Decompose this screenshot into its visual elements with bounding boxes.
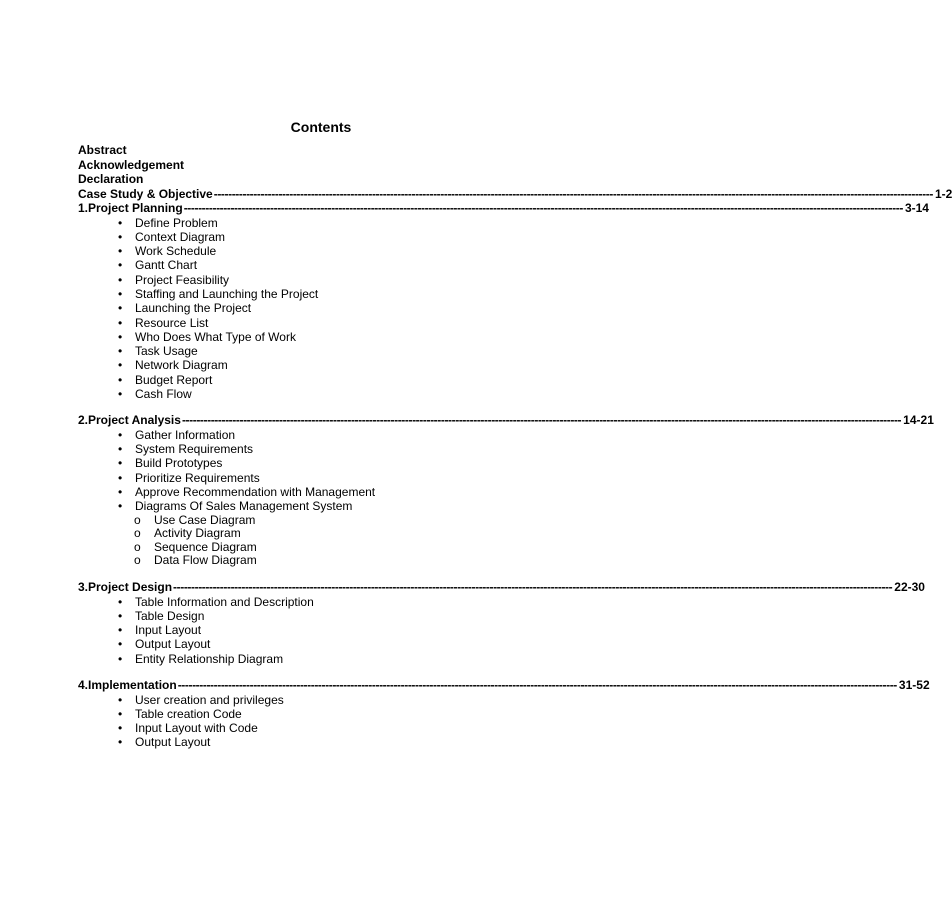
toc-list-item <box>78 623 558 637</box>
toc-list-item <box>78 287 558 301</box>
toc-item-text: Context Diagram <box>135 229 226 244</box>
toc-item-text: Build Prototypes <box>135 456 223 471</box>
toc-list-item <box>78 244 558 258</box>
toc-item-text: Entity Relationship Diagram <box>135 651 284 666</box>
bullet-icon: • <box>118 651 123 666</box>
toc-list-item <box>78 344 558 358</box>
toc-item-list <box>78 428 558 568</box>
dot-leader: -------------------------------------------------------------------------------------------------------------------------------------------------------------------------------------------------------- <box>173 580 893 595</box>
bullet-icon: • <box>118 485 123 500</box>
toc-section <box>78 678 930 750</box>
toc-list-item <box>78 216 558 230</box>
toc-section <box>78 413 934 568</box>
front-matter <box>78 143 952 201</box>
toc-list-item <box>78 499 558 513</box>
contents-title: Contents <box>290 119 352 135</box>
toc-section <box>78 201 929 402</box>
toc-list-item <box>78 387 558 401</box>
toc-item-text: Launching the Project <box>135 301 252 316</box>
bullet-icon: • <box>118 344 123 359</box>
dot-leader: -------------------------------------------------------------------------------------------------------------------------------------------------------------------------------------------------------- <box>177 678 897 692</box>
toc-list-item <box>78 258 558 272</box>
toc-list-item <box>78 693 558 707</box>
toc-list-item <box>78 428 558 442</box>
toc-section-heading <box>78 413 934 428</box>
bullet-icon: • <box>118 623 123 638</box>
toc-sub-item-text: Sequence Diagram <box>154 539 257 554</box>
toc-list-item <box>78 273 558 287</box>
toc-item-text: Table creation Code <box>135 706 242 721</box>
toc-list-item <box>78 707 558 721</box>
toc-list-item <box>78 485 558 499</box>
toc-item-text: Who Does What Type of Work <box>135 329 296 344</box>
toc-item-text: Input Layout with Code <box>135 721 258 736</box>
toc-section <box>78 580 925 666</box>
toc-list-item <box>78 316 558 330</box>
toc-list-item <box>78 301 558 315</box>
bullet-icon: • <box>118 594 123 609</box>
toc-sub-item-text: Use Case Diagram <box>154 512 256 527</box>
toc-item-text: Work Schedule <box>135 244 217 259</box>
toc-item-text: Staffing and Launching the Project <box>135 286 319 301</box>
toc-subitem-list <box>78 514 558 568</box>
toc-sections <box>78 201 934 750</box>
toc-item-text: Table Information and Description <box>135 594 314 609</box>
bullet-icon: • <box>118 358 123 373</box>
toc-entry-case-study <box>78 186 952 202</box>
bullet-icon: • <box>118 608 123 623</box>
toc-section-heading <box>78 580 925 595</box>
toc-list-item <box>78 358 558 372</box>
toc-list-item <box>78 373 558 387</box>
toc-item-text: Table Design <box>135 608 205 623</box>
bullet-icon: • <box>118 706 123 721</box>
toc-item-text: Gantt Chart <box>135 258 198 273</box>
toc-item-text: Project Feasibility <box>135 272 230 287</box>
bullet-icon: • <box>118 315 123 330</box>
toc-item-text: Diagrams Of Sales Management System <box>135 499 353 514</box>
toc-sub-item <box>78 541 558 555</box>
toc-list-item <box>78 456 558 470</box>
hollow-bullet-icon: o <box>134 526 141 541</box>
toc-section-pages: 31-52 <box>898 678 930 692</box>
toc-entry-acknowledgement: Acknowledgement <box>78 157 185 172</box>
toc-list-item <box>78 471 558 485</box>
bullet-icon: • <box>118 456 123 471</box>
toc-item-text: Resource List <box>135 315 209 330</box>
toc-item-list <box>78 693 558 750</box>
toc-list-item <box>78 609 558 623</box>
bullet-icon: • <box>118 372 123 387</box>
toc-section-heading <box>78 201 929 216</box>
bullet-icon: • <box>118 427 123 442</box>
bullet-icon: • <box>118 272 123 287</box>
bullet-icon: • <box>118 258 123 273</box>
hollow-bullet-icon: o <box>134 539 141 554</box>
dot-leader: -------------------------------------------------------------------------------------------------------------------------------------------------------------------------------------------------------- <box>183 201 903 215</box>
bullet-icon: • <box>118 244 123 259</box>
bullet-icon: • <box>118 329 123 344</box>
bullet-icon: • <box>118 286 123 301</box>
toc-item-text: System Requirements <box>135 442 254 457</box>
bullet-icon: • <box>118 721 123 736</box>
bullet-icon: • <box>118 692 123 707</box>
toc-entry-abstract: Abstract <box>78 143 127 157</box>
toc-section-pages: 3-14 <box>904 201 929 215</box>
dot-leader: -------------------------------------------------------------------------------------------------------------------------------------------------------------------------------------------------------- <box>213 186 933 201</box>
toc-section-heading <box>78 678 930 693</box>
toc-item-list <box>78 216 558 402</box>
bullet-icon: • <box>118 229 123 244</box>
toc-sub-item <box>78 554 558 568</box>
bullet-icon: • <box>118 735 123 750</box>
toc-sub-item-text: Activity Diagram <box>154 526 241 541</box>
toc-item-text: Output Layout <box>135 637 211 652</box>
toc-item-text: Approve Recommendation with Management <box>135 485 376 500</box>
toc-list-item <box>78 230 558 244</box>
toc-list-item <box>78 735 558 749</box>
toc-section-label: 4.Implementation <box>78 678 177 692</box>
toc-entry-declaration: Declaration <box>78 172 144 186</box>
toc-section-label: 3.Project Design <box>78 580 173 595</box>
toc-item-text: Prioritize Requirements <box>135 470 260 485</box>
toc-item-text: Cash Flow <box>135 387 192 402</box>
bullet-icon: • <box>118 215 123 230</box>
toc-item-text: Gather Information <box>135 427 236 442</box>
toc-section-label: 1.Project Planning <box>78 201 183 215</box>
bullet-icon: • <box>118 499 123 514</box>
dot-leader: -------------------------------------------------------------------------------------------------------------------------------------------------------------------------------------------------------- <box>181 413 902 428</box>
toc-section-pages: 14-21 <box>903 413 934 428</box>
toc-section-label: 2.Project Analysis <box>78 413 181 428</box>
toc-list-item <box>78 595 558 609</box>
toc-list-item <box>78 442 558 456</box>
toc-item-text: Budget Report <box>135 372 213 387</box>
hollow-bullet-icon: o <box>134 553 141 568</box>
hollow-bullet-icon: o <box>134 512 141 527</box>
toc-entry-label: Case Study & Objective <box>78 186 213 201</box>
toc-item-text: User creation and privileges <box>135 692 284 707</box>
toc-item-text: Input Layout <box>135 623 202 638</box>
toc-item-list <box>78 595 558 666</box>
toc-item-text: Task Usage <box>135 344 198 359</box>
toc-sub-item <box>78 527 558 541</box>
toc-list-item <box>78 330 558 344</box>
toc-item-text: Output Layout <box>135 735 211 750</box>
bullet-icon: • <box>118 442 123 457</box>
toc-item-text: Network Diagram <box>135 358 228 373</box>
bullet-icon: • <box>118 637 123 652</box>
bullet-icon: • <box>118 301 123 316</box>
toc-list-item <box>78 652 558 666</box>
toc-sub-item-text: Data Flow Diagram <box>154 553 257 568</box>
toc-body <box>78 143 952 750</box>
toc-sub-item <box>78 514 558 528</box>
toc-section-pages: 22-30 <box>894 580 925 595</box>
toc-entry-pages: 1-2 <box>934 186 952 201</box>
toc-list-item <box>78 637 558 651</box>
bullet-icon: • <box>118 387 123 402</box>
toc-list-item <box>78 721 558 735</box>
bullet-icon: • <box>118 470 123 485</box>
toc-item-text: Define Problem <box>135 215 218 230</box>
